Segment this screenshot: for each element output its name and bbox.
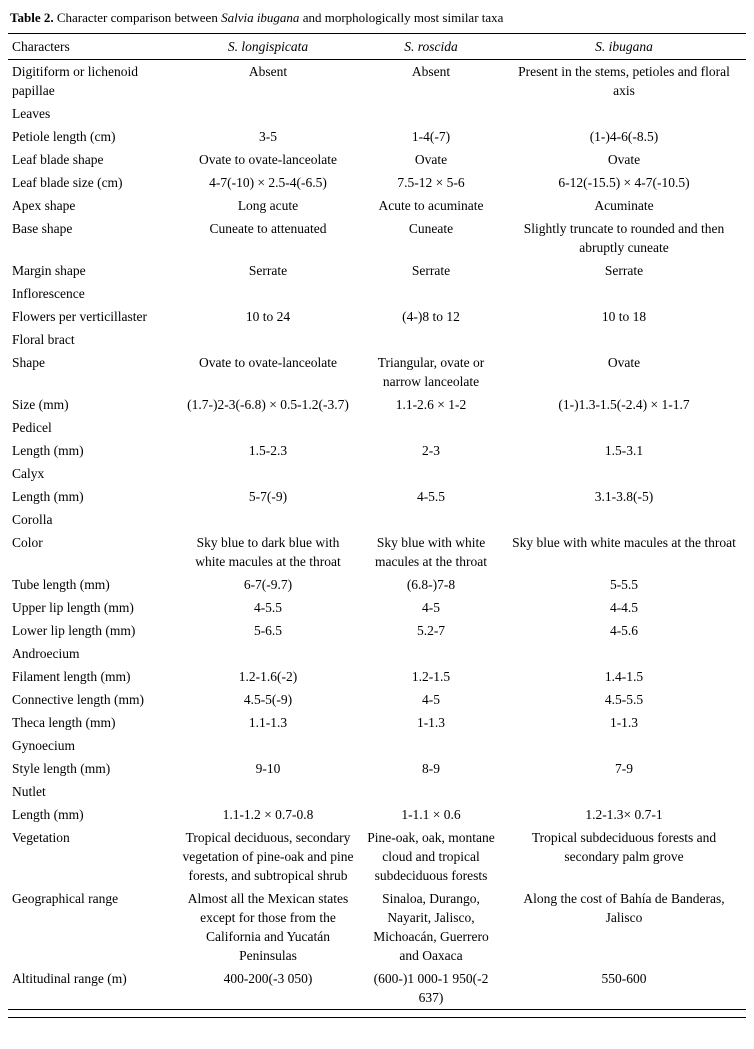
row-value-cell-ibugana: Ovate xyxy=(607,355,641,370)
table-row xyxy=(8,125,746,148)
row-label-cell: Altitudinal range (m) xyxy=(12,971,127,986)
row-value-cell-roscida: Sinaloa, Durango, Nayarit, Jalisco, Michoacán, Guerrero and Oaxaca xyxy=(373,891,489,963)
row-label-cell: Corolla xyxy=(12,512,53,527)
row-value-cell-roscida xyxy=(360,282,502,305)
row-label-cell: Length (mm) xyxy=(12,807,84,822)
row-value-cell-longispicata xyxy=(176,734,360,757)
table-row xyxy=(8,803,746,826)
row-value-cell-longispicata: Sky blue to dark blue with white macules at the throat xyxy=(195,535,341,569)
row-value-cell-ibugana: 1-1.3 xyxy=(609,715,639,730)
row-value-cell-ibugana xyxy=(502,508,746,531)
section-row xyxy=(8,462,746,485)
row-label-cell: Connective length (mm) xyxy=(12,692,144,707)
row-value-cell-longispicata: 9-10 xyxy=(255,761,281,776)
row-value-cell-roscida: Absent xyxy=(411,64,451,79)
table-caption-species-name: Salvia ibugana xyxy=(221,10,300,25)
table-row xyxy=(8,217,746,259)
row-value-cell-longispicata xyxy=(176,780,360,803)
column-header-s-roscida: S. roscida xyxy=(404,39,458,54)
row-label-cell: Size (mm) xyxy=(12,397,69,412)
row-value-cell-longispicata: 1.2-1.6(-2) xyxy=(238,669,298,684)
row-value-cell-longispicata: Tropical deciduous, secondary vegetation of pine-oak and pine forests, and subtropical shrub xyxy=(182,830,354,883)
section-row xyxy=(8,642,746,665)
row-value-cell-ibugana: 4.5-5.5 xyxy=(604,692,644,707)
table-row xyxy=(8,596,746,619)
row-label-cell: Color xyxy=(12,535,43,550)
row-value-cell-roscida: (4-)8 to 12 xyxy=(402,309,460,324)
row-label-cell: Nutlet xyxy=(12,784,46,799)
table-row xyxy=(8,711,746,734)
row-value-cell-ibugana: Serrate xyxy=(604,263,644,278)
row-value-cell-roscida: Acute to acuminate xyxy=(378,198,484,213)
row-value-cell-roscida: 1-1.3 xyxy=(416,715,446,730)
row-value-cell-longispicata xyxy=(176,328,360,351)
row-value-cell-ibugana xyxy=(502,282,746,305)
table-row xyxy=(8,194,746,217)
row-value-cell-longispicata xyxy=(176,642,360,665)
row-value-cell-longispicata xyxy=(176,416,360,439)
table-header-row xyxy=(8,34,746,60)
row-value-cell-longispicata: Absent xyxy=(248,64,288,79)
row-value-cell-roscida: Ovate xyxy=(414,152,448,167)
row-value-cell-roscida: (6.8-)7-8 xyxy=(406,577,456,592)
section-row xyxy=(8,328,746,351)
row-value-cell-longispicata: Ovate to ovate-lanceolate xyxy=(199,152,337,167)
row-value-cell-roscida: (600-)1 000-1 950(-2 637) xyxy=(373,971,489,1005)
row-value-cell-longispicata: 4.5-5(-9) xyxy=(243,692,293,707)
table-row xyxy=(8,485,746,508)
column-header-s-longispicata: S. longispicata xyxy=(227,39,309,54)
row-value-cell-longispicata: (1.7-)2-3(-6.8) × 0.5-1.2(-3.7) xyxy=(187,397,349,412)
row-value-cell-ibugana: Ovate xyxy=(607,152,641,167)
row-value-cell-roscida xyxy=(360,734,502,757)
row-label-cell: Length (mm) xyxy=(12,443,84,458)
row-label-cell: Length (mm) xyxy=(12,489,84,504)
table-caption-number: Table 2. xyxy=(10,10,54,25)
section-row xyxy=(8,282,746,305)
row-label-cell: Calyx xyxy=(12,466,45,481)
row-label-cell: Pedicel xyxy=(12,420,52,435)
section-row xyxy=(8,416,746,439)
page-bottom-rule xyxy=(8,1017,746,1018)
row-value-cell-ibugana xyxy=(502,102,746,125)
row-value-cell-roscida xyxy=(360,462,502,485)
section-row xyxy=(8,734,746,757)
table-row xyxy=(8,171,746,194)
row-value-cell-roscida: 2-3 xyxy=(422,443,440,458)
row-value-cell-roscida xyxy=(360,508,502,531)
row-label-cell: Style length (mm) xyxy=(12,761,111,776)
table-row xyxy=(8,826,746,887)
comparison-table xyxy=(8,33,746,1010)
table-row xyxy=(8,393,746,416)
row-value-cell-roscida xyxy=(360,102,502,125)
row-value-cell-longispicata: 10 to 24 xyxy=(245,309,291,324)
table-caption-text-post: and morphologically most similar taxa xyxy=(299,10,504,25)
row-value-cell-longispicata: Cuneate to attenuated xyxy=(209,221,327,236)
table-row xyxy=(8,688,746,711)
row-value-cell-longispicata: Almost all the Mexican states except for those from the California and Yucatán Peninsulas xyxy=(187,891,349,963)
table-row xyxy=(8,305,746,328)
row-value-cell-longispicata: 4-5.5 xyxy=(253,600,283,615)
row-value-cell-ibugana xyxy=(502,416,746,439)
row-value-cell-longispicata: 5-7(-9) xyxy=(248,489,288,504)
row-value-cell-longispicata: Ovate to ovate-lanceolate xyxy=(199,355,337,370)
row-value-cell-ibugana: 1.4-1.5 xyxy=(604,669,644,684)
row-value-cell-ibugana: Acuminate xyxy=(594,198,654,213)
row-value-cell-roscida: Triangular, ovate or narrow lanceolate xyxy=(377,355,485,389)
row-value-cell-roscida: 4-5.5 xyxy=(416,489,446,504)
row-label-cell: Upper lip length (mm) xyxy=(12,600,134,615)
table-row xyxy=(8,887,746,967)
row-value-cell-ibugana: Sky blue with white macules at the throat xyxy=(512,535,736,550)
table-row xyxy=(8,60,746,102)
row-value-cell-roscida: 1.1-2.6 × 1-2 xyxy=(395,397,467,412)
row-value-cell-longispicata xyxy=(176,462,360,485)
row-value-cell-longispicata xyxy=(176,508,360,531)
row-label-cell: Base shape xyxy=(12,221,73,236)
row-label-cell: Floral bract xyxy=(12,332,75,347)
table-row xyxy=(8,619,746,642)
table-row xyxy=(8,351,746,393)
row-value-cell-ibugana: Present in the stems, petioles and floral axis xyxy=(518,64,730,98)
row-value-cell-ibugana: Along the cost of Bahía de Banderas, Jalisco xyxy=(523,891,725,925)
row-label-cell: Tube length (mm) xyxy=(12,577,110,592)
row-value-cell-ibugana: 10 to 18 xyxy=(601,309,647,324)
row-value-cell-roscida xyxy=(360,642,502,665)
table-row xyxy=(8,148,746,171)
table-row xyxy=(8,531,746,573)
row-value-cell-ibugana: 7-9 xyxy=(615,761,633,776)
row-label-cell: Leaves xyxy=(12,106,51,121)
row-value-cell-roscida: 5.2-7 xyxy=(416,623,446,638)
row-label-cell: Margin shape xyxy=(12,263,86,278)
row-label-cell: Flowers per verticillaster xyxy=(12,309,147,324)
row-value-cell-roscida: 7.5-12 × 5-6 xyxy=(397,175,465,190)
row-value-cell-roscida: Sky blue with white macules at the throat xyxy=(374,535,488,569)
table-caption xyxy=(8,6,746,33)
row-value-cell-ibugana: 6-12(-15.5) × 4-7(-10.5) xyxy=(558,175,690,190)
row-value-cell-ibugana: 4-4.5 xyxy=(609,600,639,615)
row-value-cell-roscida: 8-9 xyxy=(422,761,440,776)
row-value-cell-ibugana: Slightly truncate to rounded and then abruptly cuneate xyxy=(523,221,725,255)
row-value-cell-roscida: 4-5 xyxy=(422,600,440,615)
section-row xyxy=(8,102,746,125)
section-row xyxy=(8,508,746,531)
row-value-cell-ibugana xyxy=(502,780,746,803)
row-value-cell-ibugana: 4-5.6 xyxy=(609,623,639,638)
row-value-cell-roscida: 1.2-1.5 xyxy=(411,669,451,684)
section-row xyxy=(8,780,746,803)
row-label-cell: Leaf blade shape xyxy=(12,152,104,167)
row-value-cell-roscida xyxy=(360,328,502,351)
table-row xyxy=(8,573,746,596)
row-value-cell-longispicata: 1.1-1.3 xyxy=(248,715,288,730)
row-value-cell-ibugana xyxy=(502,642,746,665)
row-value-cell-longispicata: 400-200(-3 050) xyxy=(223,971,313,986)
row-value-cell-longispicata: 6-7(-9.7) xyxy=(243,577,293,592)
table-row xyxy=(8,259,746,282)
row-value-cell-ibugana: 5-5.5 xyxy=(609,577,639,592)
table-row xyxy=(8,967,746,1009)
row-value-cell-longispicata: Serrate xyxy=(248,263,288,278)
row-value-cell-longispicata: 5-6.5 xyxy=(253,623,283,638)
table-body xyxy=(8,60,746,1009)
row-label-cell: Theca length (mm) xyxy=(12,715,116,730)
row-label-cell: Androecium xyxy=(12,646,80,661)
row-value-cell-longispicata: Long acute xyxy=(237,198,299,213)
row-value-cell-ibugana xyxy=(502,462,746,485)
column-header-s-ibugana: S. ibugana xyxy=(595,39,653,54)
row-label-cell: Lower lip length (mm) xyxy=(12,623,136,638)
row-value-cell-longispicata xyxy=(176,282,360,305)
row-value-cell-ibugana: 1.5-3.1 xyxy=(604,443,644,458)
row-value-cell-ibugana: (1-)4-6(-8.5) xyxy=(589,129,659,144)
row-value-cell-roscida: Cuneate xyxy=(408,221,454,236)
table-caption-text-pre: Character comparison between xyxy=(53,10,222,25)
row-label-cell: Filament length (mm) xyxy=(12,669,131,684)
column-header-characters: Characters xyxy=(12,39,70,54)
row-value-cell-ibugana: Tropical subdeciduous forests and secondary palm grove xyxy=(531,830,717,864)
row-value-cell-longispicata: 1.5-2.3 xyxy=(248,443,288,458)
row-value-cell-ibugana: 550-600 xyxy=(601,971,647,986)
row-value-cell-ibugana: 1.2-1.3× 0.7-1 xyxy=(585,807,663,822)
row-label-cell: Geographical range xyxy=(12,891,119,906)
row-value-cell-roscida xyxy=(360,780,502,803)
row-value-cell-longispicata: 3-5 xyxy=(259,129,277,144)
row-value-cell-ibugana: 3.1-3.8(-5) xyxy=(594,489,654,504)
row-value-cell-roscida xyxy=(360,416,502,439)
row-label-cell: Leaf blade size (cm) xyxy=(12,175,123,190)
row-value-cell-longispicata xyxy=(176,102,360,125)
row-label-cell: Gynoecium xyxy=(12,738,75,753)
table-row xyxy=(8,439,746,462)
row-label-cell: Shape xyxy=(12,355,45,370)
row-value-cell-longispicata: 4-7(-10) × 2.5-4(-6.5) xyxy=(209,175,327,190)
row-value-cell-ibugana xyxy=(502,734,746,757)
row-label-cell: Vegetation xyxy=(12,830,70,845)
row-value-cell-ibugana: (1-)1.3-1.5(-2.4) × 1-1.7 xyxy=(558,397,690,412)
row-label-cell: Inflorescence xyxy=(12,286,85,301)
table-row xyxy=(8,757,746,780)
row-value-cell-longispicata: 1.1-1.2 × 0.7-0.8 xyxy=(222,807,314,822)
row-label-cell: Petiole length (cm) xyxy=(12,129,116,144)
row-label-cell: Digitiform or lichenoid papillae xyxy=(12,64,138,98)
row-value-cell-roscida: 1-4(-7) xyxy=(411,129,451,144)
row-value-cell-roscida: 1-1.1 × 0.6 xyxy=(401,807,461,822)
row-value-cell-ibugana xyxy=(502,328,746,351)
row-value-cell-roscida: 4-5 xyxy=(422,692,440,707)
table-row xyxy=(8,665,746,688)
row-value-cell-roscida: Pine-oak, oak, montane cloud and tropical subdeciduous forests xyxy=(367,830,495,883)
row-value-cell-roscida: Serrate xyxy=(411,263,451,278)
row-label-cell: Apex shape xyxy=(12,198,76,213)
